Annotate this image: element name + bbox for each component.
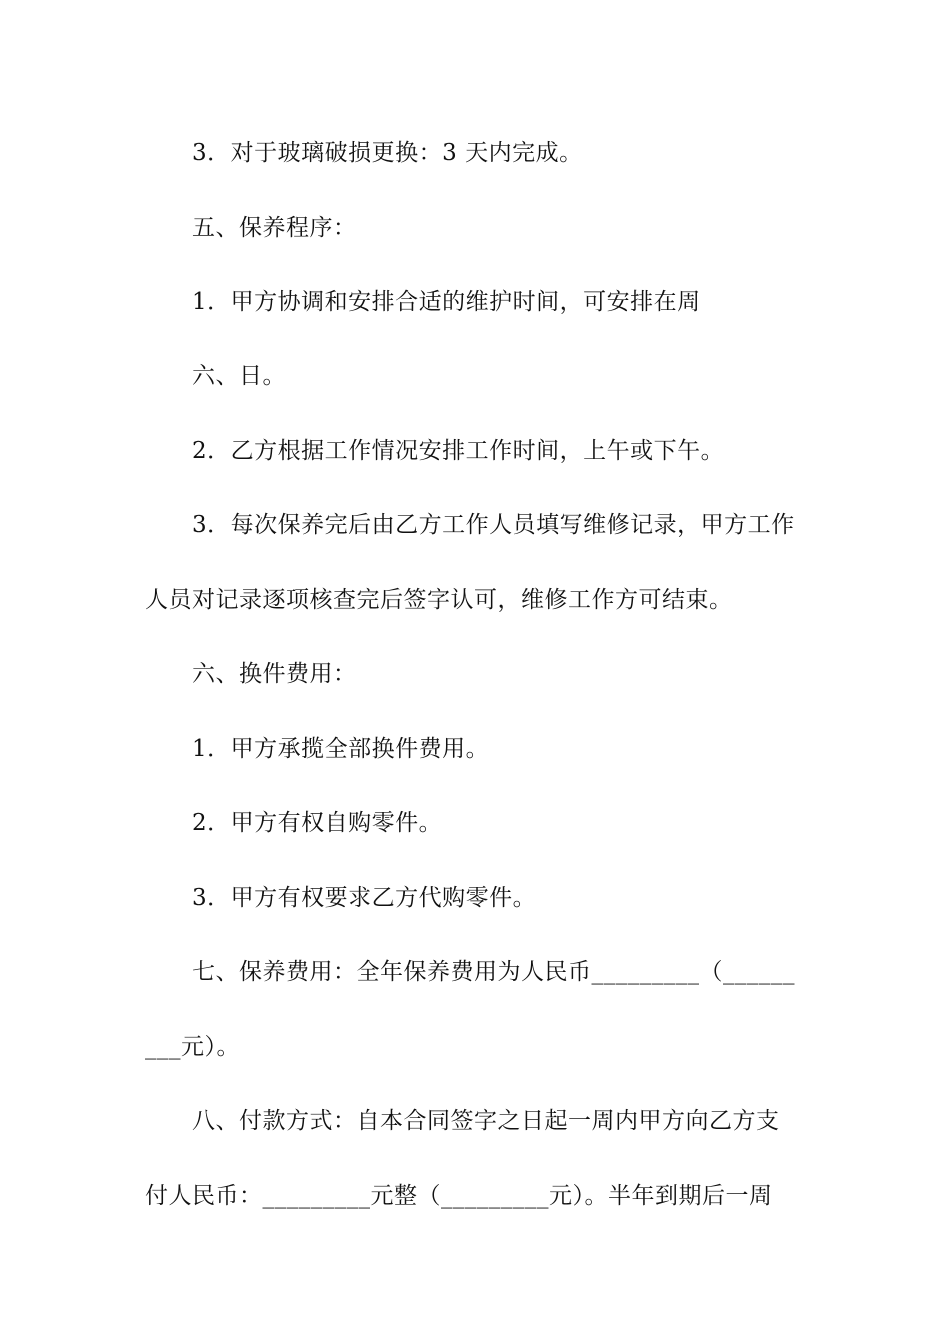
paragraph-schedule-part2: 六、日。 (192, 363, 286, 389)
paragraph-payment-part2: 付人民币：_________元整（_________元）。半年到期后一周 (145, 1183, 773, 1209)
paragraph-maintenance-fee-part2: ___元）。 (145, 1034, 240, 1060)
paragraph-glass-replacement: 3．对于玻璃破损更换：3 天内完成。 (192, 140, 583, 166)
paragraph-work-time: 2．乙方根据工作情况安排工作时间，上午或下午。 (192, 438, 725, 464)
paragraph-parts-cost-2: 2．甲方有权自购零件。 (192, 810, 443, 836)
paragraph-record-part1: 3．每次保养完后由乙方工作人员填写维修记录，甲方工作 (192, 512, 795, 538)
heading-maintenance-procedure: 五、保养程序： (192, 215, 357, 241)
paragraph-parts-cost-3: 3．甲方有权要求乙方代购零件。 (192, 885, 537, 911)
paragraph-maintenance-fee-part1: 七、保养费用：全年保养费用为人民币_________（______ (192, 959, 795, 985)
paragraph-record-part2: 人员对记录逐项核查完后签字认可，维修工作方可结束。 (145, 587, 733, 613)
paragraph-parts-cost-1: 1．甲方承揽全部换件费用。 (192, 736, 490, 762)
paragraph-payment-part1: 八、付款方式：自本合同签字之日起一周内甲方向乙方支 (192, 1108, 780, 1134)
heading-parts-cost: 六、换件费用： (192, 661, 357, 687)
paragraph-schedule-part1: 1．甲方协调和安排合适的维护时间，可安排在周 (192, 289, 701, 315)
